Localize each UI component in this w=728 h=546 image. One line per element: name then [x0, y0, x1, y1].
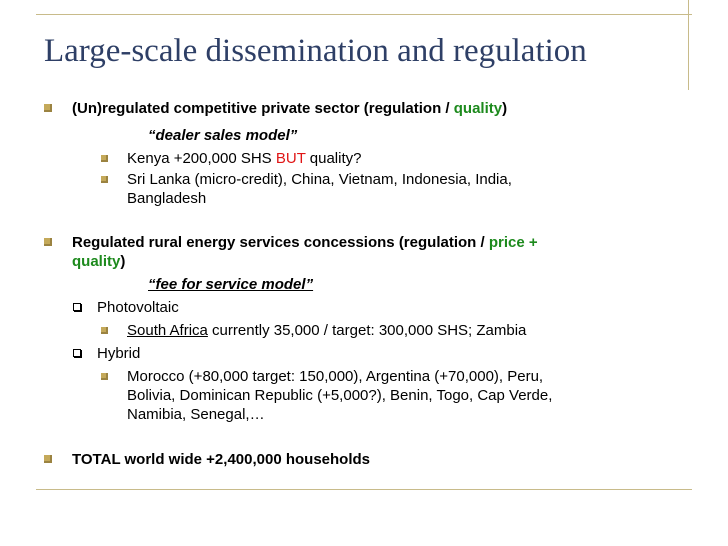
- countries-item-line1: Sri Lanka (micro-credit), China, Vietnam, Indonesia, India,: [127, 171, 512, 188]
- section1-model: “dealer sales model”: [148, 127, 298, 144]
- section2-heading-line2: quality): [72, 253, 126, 270]
- bottom-rule: [36, 489, 692, 490]
- total-line: TOTAL world wide +2,400,000 households: [72, 451, 371, 468]
- south-africa-link[interactable]: South Africa: [127, 322, 208, 339]
- bullet-hollow-square-icon: [73, 303, 81, 311]
- bullet-square-icon: [44, 238, 52, 246]
- countries-item-line2: Bangladesh: [127, 190, 207, 207]
- bullet-square-icon: [44, 104, 52, 112]
- bullet-square-icon: [44, 455, 52, 463]
- corner-line: [688, 0, 689, 90]
- section2-model: “fee for service model”: [148, 276, 314, 293]
- bullet-square-icon: [101, 373, 108, 380]
- bullet-square-icon: [101, 176, 108, 183]
- top-rule: [36, 14, 692, 15]
- hybrid-item-line2: Bolivia, Dominican Republic (+5,000?), Benin, Togo, Cap Verde,: [127, 387, 553, 404]
- hybrid-label: Hybrid: [97, 345, 141, 362]
- slide-title: Large-scale dissemination and regulation: [44, 33, 587, 69]
- section1-heading: (Un)regulated competitive private sector (regulation / quality): [72, 100, 508, 117]
- hybrid-item-line1: Morocco (+80,000 target: 150,000), Argentina (+70,000), Peru,: [127, 368, 544, 385]
- kenya-item: Kenya +200,000 SHS BUT quality?: [127, 150, 362, 167]
- bullet-square-icon: [101, 155, 108, 162]
- section2-heading-line1: Regulated rural energy services concessions (regulation / price +: [72, 234, 538, 251]
- photovoltaic-label: Photovoltaic: [97, 299, 179, 316]
- bullet-square-icon: [101, 327, 108, 334]
- hybrid-item-line3: Namibia, Senegal,…: [127, 406, 265, 423]
- bullet-hollow-square-icon: [73, 349, 81, 357]
- photovoltaic-item: South Africa currently 35,000 / target: 300,000 SHS; Zambia: [127, 322, 527, 339]
